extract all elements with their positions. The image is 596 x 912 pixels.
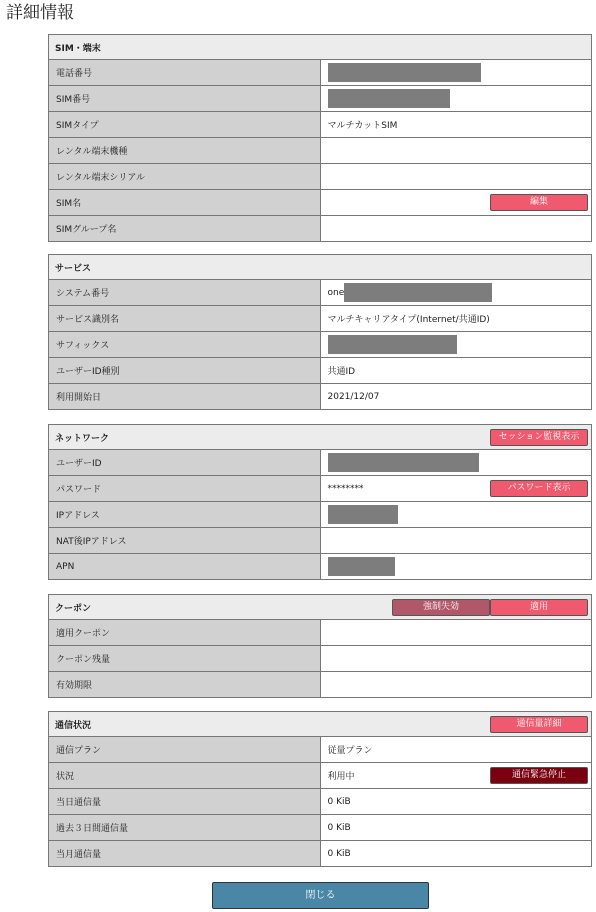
status-text: 利用中 (327, 772, 355, 782)
redacted-block (328, 505, 398, 524)
table-row (49, 841, 592, 867)
sim-section-header: SIM・端末 (49, 35, 592, 60)
row-label: SIMグループ名 (49, 216, 321, 242)
sim-type-value: マルチカットSIM (320, 112, 592, 138)
row-label: SIM名 (49, 190, 321, 216)
status-value (320, 763, 592, 789)
user-id-type-value: 共通ID (320, 358, 592, 384)
system-number-prefix: one (327, 288, 345, 298)
rental-model-value (320, 138, 592, 164)
row-label: 通信プラン (49, 737, 321, 763)
table-row (49, 815, 592, 841)
table-row (49, 554, 592, 580)
table-row (49, 502, 592, 528)
table-row (49, 164, 592, 190)
redacted-block (328, 89, 450, 108)
table-row (49, 476, 592, 502)
network-section (48, 424, 592, 580)
sim-group-value (320, 216, 592, 242)
sim-section (48, 34, 592, 242)
traffic-detail-button[interactable]: 通信量詳細 (490, 716, 588, 733)
row-label: ユーザーID種別 (49, 358, 321, 384)
expiry-value (320, 672, 592, 698)
redacted-block (328, 335, 457, 354)
coupon-section (48, 594, 592, 698)
phone-number-value (320, 60, 592, 86)
row-label: 適用クーポン (49, 620, 321, 646)
nat-ip-value (320, 528, 592, 554)
table-row (49, 190, 592, 216)
row-label: IPアドレス (49, 502, 321, 528)
sim-name-value (320, 190, 592, 216)
start-date-value: 2021/12/07 (320, 384, 592, 410)
row-label: 当日通信量 (49, 789, 321, 815)
row-label: レンタル端末機種 (49, 138, 321, 164)
row-label: 電話番号 (49, 60, 321, 86)
plan-value: 従量プラン (320, 737, 592, 763)
password-value (320, 476, 592, 502)
network-section-header (49, 425, 592, 450)
row-label: 過去３日間通信量 (49, 815, 321, 841)
service-name-value: マルチキャリアタイプ(Internet/共通ID) (320, 306, 592, 332)
table-row (49, 646, 592, 672)
coupon-section-header (49, 595, 592, 620)
applied-coupon-value (320, 620, 592, 646)
month-traffic-value: 0 KiB (320, 841, 592, 867)
table-row (49, 672, 592, 698)
sim-number-value (320, 86, 592, 112)
table-row (49, 384, 592, 410)
force-expire-button[interactable]: 強制失効 (392, 599, 490, 616)
comm-header-label: 通信状況 (55, 720, 92, 731)
table-row (49, 280, 592, 306)
table-row (49, 60, 592, 86)
table-row (49, 216, 592, 242)
three-day-traffic-value: 0 KiB (320, 815, 592, 841)
table-row (49, 737, 592, 763)
table-row (49, 789, 592, 815)
row-label: サフィックス (49, 332, 321, 358)
apply-button[interactable]: 適用 (490, 599, 588, 616)
row-label: SIMタイプ (49, 112, 321, 138)
row-label: SIM番号 (49, 86, 321, 112)
table-row (49, 306, 592, 332)
redacted-block (328, 453, 479, 472)
redacted-block (344, 283, 492, 302)
comm-section-header (49, 712, 592, 737)
rental-serial-value (320, 164, 592, 190)
row-label: パスワード (49, 476, 321, 502)
row-label: サービス識別名 (49, 306, 321, 332)
service-section-header: サービス (49, 255, 592, 280)
emergency-stop-button[interactable]: 通信緊急停止 (490, 767, 588, 784)
page-title: 詳細情報 (6, 3, 74, 23)
close-button[interactable]: 閉じる (212, 882, 429, 909)
row-label: 当月通信量 (49, 841, 321, 867)
table-row (49, 620, 592, 646)
ip-address-value (320, 502, 592, 528)
suffix-value (320, 332, 592, 358)
edit-button[interactable]: 編集 (490, 194, 588, 211)
today-traffic-value: 0 KiB (320, 789, 592, 815)
row-label: レンタル端末シリアル (49, 164, 321, 190)
network-header-label: ネットワーク (55, 433, 110, 444)
service-section (48, 254, 592, 410)
row-label: 利用開始日 (49, 384, 321, 410)
table-row (49, 332, 592, 358)
user-id-value (320, 450, 592, 476)
table-row (49, 528, 592, 554)
coupon-header-label: クーポン (55, 603, 92, 614)
show-password-button[interactable]: パスワード表示 (490, 480, 588, 497)
table-row (49, 86, 592, 112)
row-label: ユーザーID (49, 450, 321, 476)
table-row (49, 450, 592, 476)
row-label: NAT後IPアドレス (49, 528, 321, 554)
row-label: システム番号 (49, 280, 321, 306)
redacted-block (328, 557, 395, 576)
system-number-value (320, 280, 592, 306)
comm-section (48, 711, 592, 867)
row-label: 有効期限 (49, 672, 321, 698)
apn-value (320, 554, 592, 580)
row-label: 状況 (49, 763, 321, 789)
table-row (49, 112, 592, 138)
table-row (49, 763, 592, 789)
coupon-remaining-value (320, 646, 592, 672)
table-row (49, 358, 592, 384)
row-label: APN (49, 554, 321, 580)
redacted-block (328, 63, 481, 82)
password-mask: ******** (327, 483, 364, 494)
row-label: クーポン残量 (49, 646, 321, 672)
session-monitor-button[interactable]: セッション監視表示 (490, 429, 588, 446)
table-row (49, 138, 592, 164)
